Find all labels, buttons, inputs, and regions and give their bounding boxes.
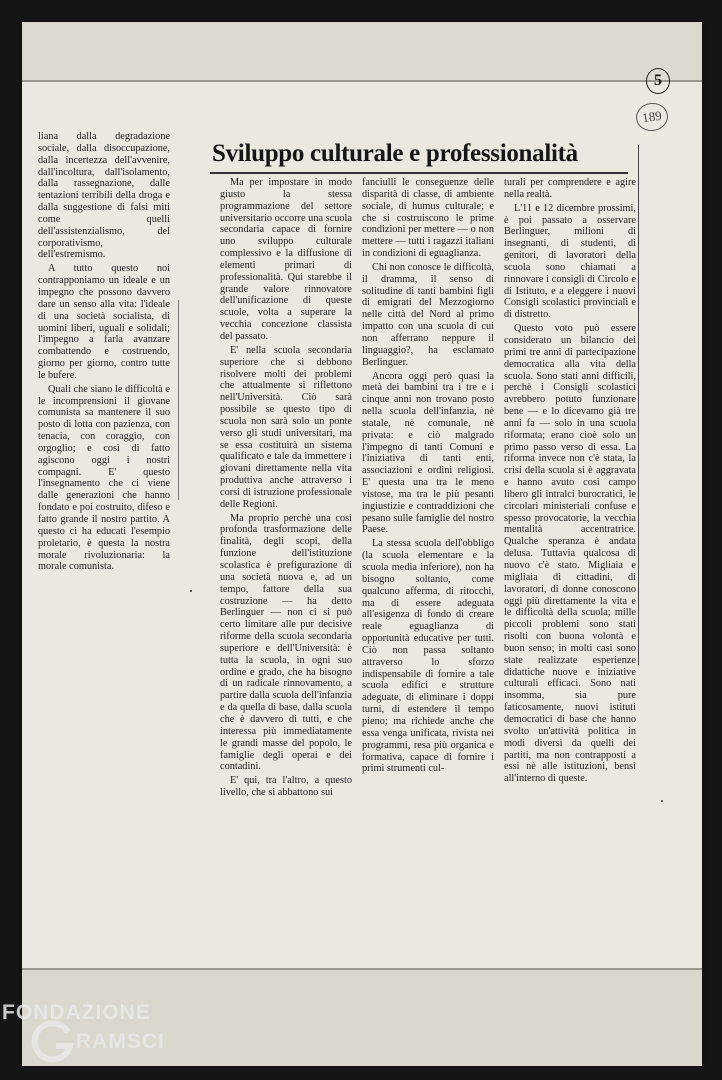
title-rule <box>210 172 628 174</box>
sheet-top-strip <box>22 22 702 82</box>
article-title: Sviluppo culturale e professionalità <box>212 140 578 167</box>
column-divider <box>638 145 639 665</box>
paragraph: fanciulli le conseguenze delle disparità di classe, di ambiente sociale, di humus culturale; e che si costruiscono le prime condizioni per mettere — o non mettere — tutti i ragazzi italiani in condizioni di eguaglianza. <box>362 177 494 260</box>
paragraph: Quali che siano le difficoltà e le incomprensioni il giovane comunista sa mantenere il suo posto di lotta con pazienza, con tenacia, con coraggio, con orgoglio; e così di fatto agiscono oggi i nostri compagni. E' questo l'insegnamento che ci viene dalle generazioni che hanno fondato e poi costruito, difeso e fatto grande il nostro partito. A questo ci ha educati l'esempio proletario, è questa la nostra morale rivoluzionaria: la morale comunista. <box>38 383 170 573</box>
paragraph: La stessa scuola dell'obbligo (la scuola elementare e la scuola media inferiore), non ha bisogno soltanto, come qualcuno afferma, di ritocchi, ma di essere adeguata all'esigenza di fondo di creare reale eguaglianza di opportunità educative per tutti. Ciò non passa soltanto attraverso lo sforzo indispensabile di fornire a tale scuola edifici e strutture adeguate, di eliminare i doppi turni, di estendere il tempo pieno; ma richiede anche che essa venga unificata, rivista nei programmi, resa più organica e formativa, capace di fornire i primi strumenti cul- <box>362 538 494 775</box>
article-column-2 <box>220 177 352 801</box>
paragraph: Ma proprio perchè una così profonda trasformazione delle finalità, degli scopi, della funzione dell'istituzione scolastica è prefigurazione di una società nuova e, ad un tempo, fattore della sua costruzione — ha detto Berlinguer — non ci si può certo limitare alle pur decisive riforme della scuola secondaria superiore e dell'Università: è tutta la scuola, in ogni suo ordine e grado, che ha bisogno di un radicale rinnovamento, a partire dalla scuola dell'infanzia e da quella di base, dalla scuola che è davvero di tutti, e che interessa più immediatamente le grandi masse del popolo, le famiglie degli operai e dei contadini. <box>220 512 352 773</box>
paper-speck <box>661 800 663 802</box>
paragraph: Ma per impostare in modo giusto la stessa programmazione del settore universitario occorre una scuola secondaria capace di fornire uno sviluppo culturale complessivo e la diffusione di elementi primari di professionalità. Qui starebbe il grande valore rinnovatore dell'unificazione di queste scuole, volta a superare la vecchia concezione classista del passato. <box>220 177 352 342</box>
watermark-line-2: RAMSCI <box>76 1030 165 1053</box>
paragraph: A tutto questo noi contrapponiamo un ideale e un impegno che possono davvero dare un senso alla vita: l'ideale di una società socialista, di uomini liberi, uguali e solidali; l'impegno a farla avanzare combattendo e costruendo, giorno per giorno, contro tutte le bufere. <box>38 263 170 381</box>
paragraph: Questo voto può essere considerato un bilancio dei primi tre anni di partecipazione democratica alla vita della scuola. Sono stati anni difficili, perchè i Consigli scolastici avrebbero potuto funzionare bene — e lo dicevamo già tre anni fa — solo in una scuola riformata; erano cioè solo un primo passo verso di essa. La riforma invece non c'è stata, la crisi della scuola si è aggravata e hanno avuto così campo libero gli intralci burocratici, le circolari ministeriali confuse e spesso provocatorie, la vecchia mentalità accentratrice. Qualche speranza è andata delusa. Tuttavia qualcosa di nuovo c'è stato. Migliaia e migliaia di cittadini, di lavoratori, di donne conoscono oggi più direttamente la vita e le difficoltà della scuola; mille piccoli problemi sono stati risolti con buona volontà e buon senso; in molti casi sono state realizzate esperienze didattiche nuove e iniziative culturali efficaci. Sono nati insomma, sia pure faticosamente, nuovi istituti democratici di base che hanno svolto un'attività politica in modi diversi da quelli dei partiti, ma non contrapposti a essi nè alle istituzioni, bensì all'interno di queste. <box>504 323 636 785</box>
paragraph: Ancora oggi però quasi la metà dei bambini tra i tre e i cinque anni non trovano posto nella scuola dell'infanzia, nè statale, nè comunale, nè privata: e ciò malgrado l'impegno di tanti Comuni e l'iniziativa di tanti enti, associazioni e ordini religiosi. E' questa una tra le meno vistose, ma tra le più pesanti ingiustizie e contraddizioni che pesano sulle famiglie del nostro Paese. <box>362 370 494 536</box>
paragraph: Chi non conosce le difficoltà, il dramma, il senso di solitudine di tanti bambini figli di emigrati del Mezzogiorno nelle città del Nord al primo impatto con una scuola di cui non afferrano neppure il linguaggio?, ha esclamato Berlinguer. <box>362 261 494 368</box>
paragraph: liana dalla degradazione sociale, dalla disoccupazione, dalla incertezza dell'avvenire, dall'incoltura, dall'isolamento, dalla rassegnazione, dalle tentazioni terribili della droga e dalla suggestione di falsi miti come quelli dell'assistenzialismo, del corporativismo, dell'estremismo. <box>38 131 170 261</box>
archive-number-mark: 189 <box>634 101 670 133</box>
page-number-mark: 5 <box>646 68 670 94</box>
paragraph: L'11 e 12 dicembre prossimi, è poi passato a osservare Berlinguer, milioni di insegnanti, di studenti, di genitori, di lavoratori della scuola sono chiamati a rinnovare i consigli di Circolo e di Istituto, e a eleggere i nuovi Consigli scolastici provinciali e di distretto. <box>504 202 636 321</box>
watermark-line-1: FONDAZIONE <box>2 1001 151 1024</box>
paragraph: turali per comprendere e agire nella realtà. <box>504 177 636 200</box>
paragraph: E' nella scuola secondaria superiore che si debbono risolvere molti dei problemi che attualmente si riflettono nell'Università. Ciò sarà possibile se questo tipo di scuola non sarà solo un ponte verso gli studi universitari, ma se essa costituirà un sistema qualificato e tale da immettere i giovani direttamente nella vita produttiva anche attraverso i corsi di istruzione professionale delle Regioni. <box>220 344 352 510</box>
article-column-1 <box>38 131 170 575</box>
article-column-3 <box>362 177 494 777</box>
paper-speck <box>190 590 192 592</box>
column-divider <box>178 300 179 500</box>
paragraph: E' qui, tra l'altro, a questo livello, che si abbattono sui <box>220 775 352 799</box>
article-column-4 <box>504 177 636 787</box>
